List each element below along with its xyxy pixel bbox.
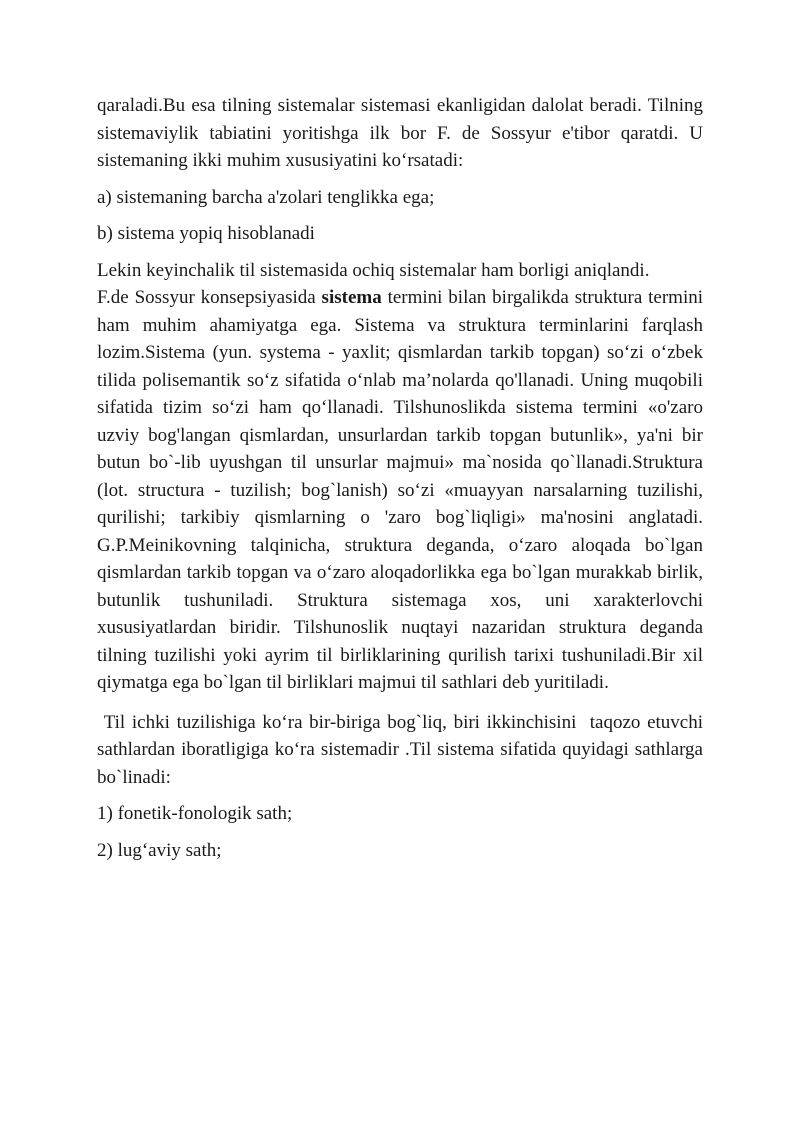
paragraph-sossyur-concept <box>97 284 703 697</box>
paragraph-levels: Til ichki tuzilishiga ko‘ra bir-biriga bog`liq, biri ikkinchisini taqozo etuvchi sathlardan iboratligiga ko‘ra sistemadir .Til sistema sifatida quyidagi sathlarga bo`linadi: <box>97 711 708 788</box>
list-item-1: 1) fonetik-fonologik sath; <box>97 803 293 824</box>
paragraph-open-systems: Lekin keyinchalik til sistemasida ochiq sistemalar ham borligi aniqlandi. <box>97 259 650 281</box>
bold-term-sistema: sistema <box>321 287 382 308</box>
list-item-a: a) sistemaning barcha a'zolari tenglikka ega; <box>97 186 435 208</box>
paragraph-text-rest: termini bilan birgalikda struktura termini ham muhim ahamiyatga ega. Sistema va struktura terminlarini farqlash lozim.Sistema (yun. systema - yaxlit; qismlardan tarkib topgan) so‘zi o‘zbek tilida polisemantik so‘z sifatida o‘nlab ma’nolarda qo'llanadi. Uning muqobili sifatida tizim so‘zi ham qo‘llanadi. Tilshunoslikda sistema termini «o'zaro uzviy bog'langan qismlardan, unsurlardan tarkib topgan butunlik», ya'ni bir butun bo`-lib uyushgan til unsurlar majmui» ma`nosida qo`llanadi.Struktura (lot. structura - tuzilish; bog`lanish) so‘zi «muayyan narsalarning tuzilishi, qurilishi; tarkibiy qismlarning o 'zaro bog`liqligi» ma'nosini anglatadi. G.P.Meinikovning talqinicha, struktura deganda, o‘zaro aloqada bo`lgan qismlardan tarkib topgan va o‘zaro aloqadorlikka ega bo`lgan murakkab birlik, butunlik tushuniladi. Struktura sistemaga xos, uni xarakterlovchi xususiyatlardan biridir. Tilshunoslik nuqtayi nazaridan struktura deganda tilning tuzilishi yoki ayrim til birliklarining qurilish tarixi tushuniladi.Bir xil qiymatga ega bo`lgan til birliklari majmui til sathlari deb yuritiladi. <box>97 287 703 693</box>
document-page <box>97 92 708 864</box>
list-item-b: b) sistema yopiq hisoblanadi <box>97 223 315 244</box>
paragraph-intro: qaraladi.Bu esa tilning sistemalar sistemasi ekanligidan dalolat beradi. Tilning sistemaviylik tabiatini yoritishga ilk bor F. de Sossyur e'tibor qaratdi. U sistemaning ikki muhim xususiyatini ko‘rsatadi: <box>97 95 703 171</box>
list-item-2: 2) lug‘aviy sath; <box>97 839 222 861</box>
paragraph-text-start: F.de Sossyur konsepsiyasida <box>97 287 322 308</box>
